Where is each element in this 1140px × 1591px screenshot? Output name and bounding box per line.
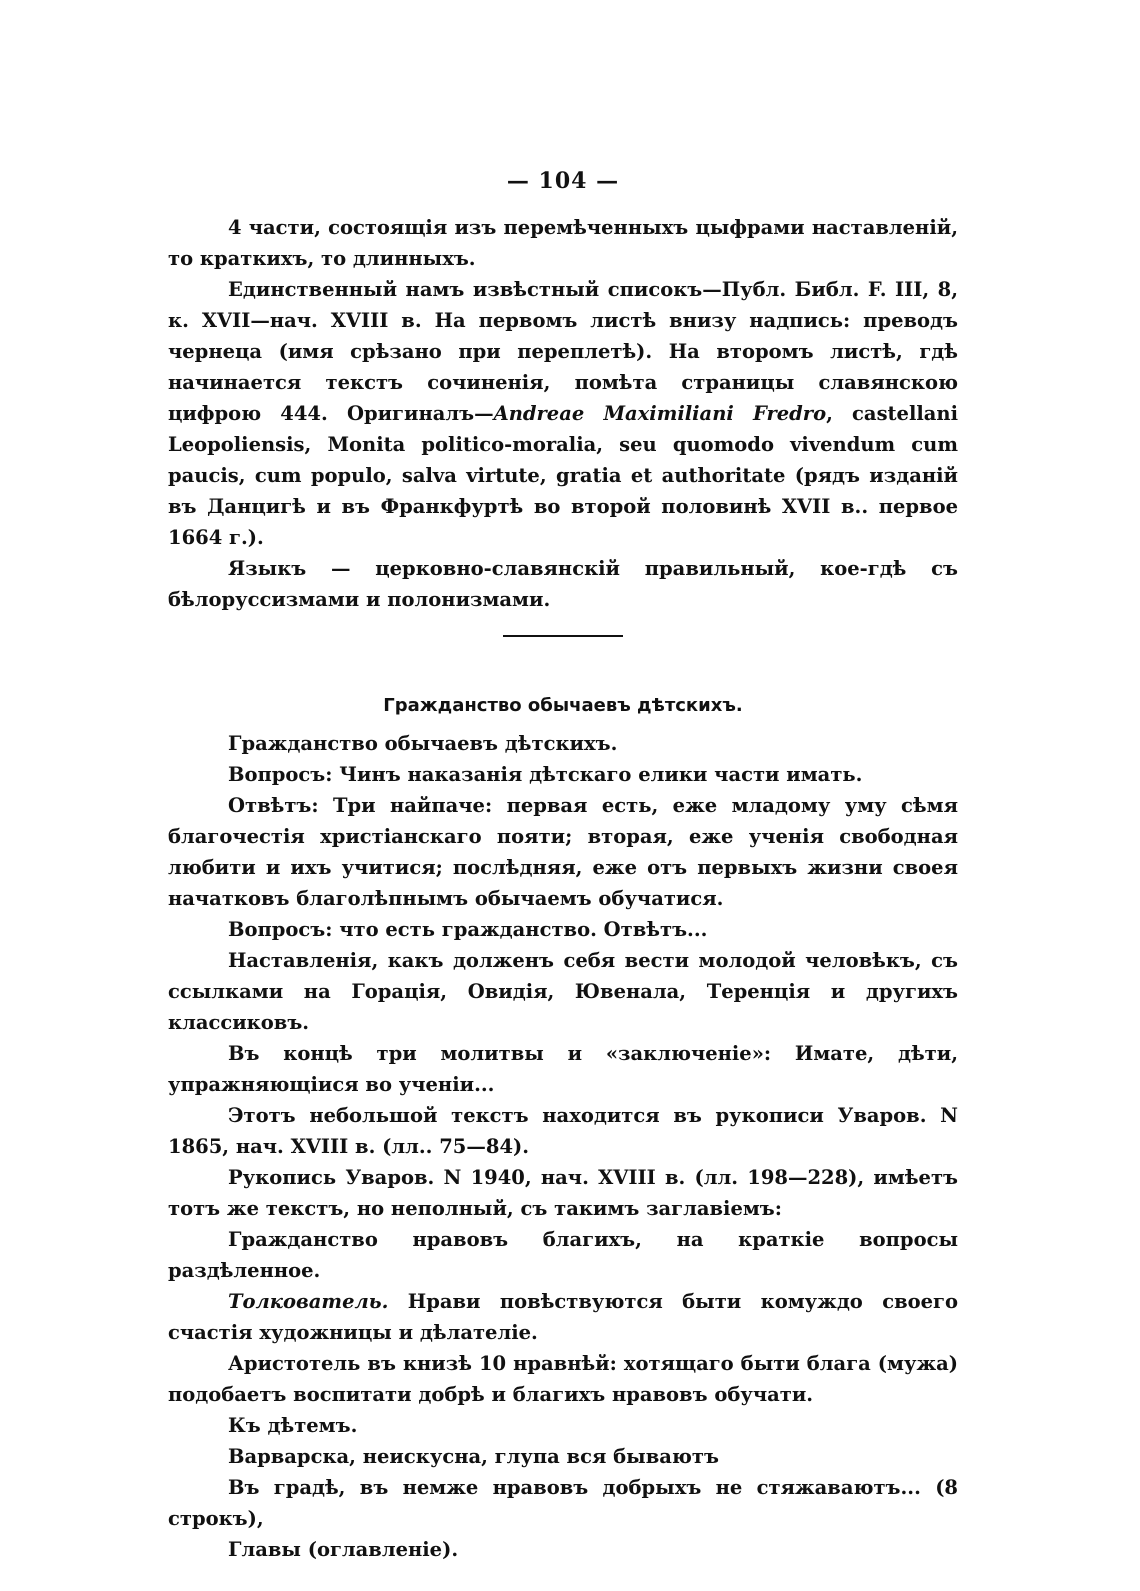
section-title: Гражданство обычаевъ дѣтскихъ. bbox=[383, 695, 743, 716]
line-to-children: Къ дѣтемъ. bbox=[228, 1414, 358, 1437]
interpreter-text: Нрави повѣствуются быти комуждо своего счастія художницы и дѣлателіе. bbox=[168, 1290, 958, 1344]
page-number: — 104 — bbox=[506, 168, 620, 194]
line-title: Гражданство обычаевъ дѣтскихъ. bbox=[228, 732, 618, 755]
line-instructions: Наставленія, какъ долженъ себя вести молодой человѣкъ, съ ссылками на Горація, Овидія, Ювенала, Теренція и другихъ классиковъ. bbox=[168, 949, 958, 1034]
line-contents: Главы (оглавленіе). bbox=[228, 1538, 459, 1561]
manuscript-text-b: , castellani Leopoliensis, Monita politico-moralia, seu quomodo vivendum cum paucis, cum populo, salva virtute, gratia et authoritate (рядъ изданій въ Данцигѣ и въ Франкфуртѣ во второй половинѣ XVII в.. первое 1664 г.). bbox=[168, 402, 958, 549]
line-question-1: Вопросъ: Чинъ наказанія дѣтскаго елики части имать. bbox=[228, 763, 863, 786]
line-manuscript-1940: Рукопись Уваров. N 1940, нач. XVIII в. (лл. 198—228), имѣетъ тотъ же текстъ, но неполный, съ такимъ заглавіемъ: bbox=[168, 1166, 958, 1220]
line-interpreter bbox=[168, 1286, 958, 1348]
interpreter-label-italic: Толкователь. bbox=[228, 1290, 389, 1313]
document-page bbox=[168, 168, 958, 1565]
paragraph-parts-description: 4 части, состоящія изъ перемѣченныхъ цыфрами наставленій, то краткихъ, то длинныхъ. bbox=[168, 216, 958, 270]
line-in-city: Въ градѣ, въ немже нравовъ добрыхъ не стяжаваютъ... (8 строкъ), bbox=[168, 1476, 958, 1530]
line-aristotle: Аристотель въ книзѣ 10 нравнѣй: хотящаго быти блага (мужа) подобаетъ воспитати добрѣ и благихъ нравовъ обучати. bbox=[168, 1352, 958, 1406]
paragraph-manuscript-list bbox=[168, 274, 958, 553]
paragraph-language: Языкъ — церковно-славянскій правильный, кое-гдѣ съ бѣлорусcизмами и полонизмами. bbox=[168, 557, 958, 611]
line-barbaric: Варварска, неискусна, глупа вся бываютъ bbox=[228, 1445, 719, 1468]
section-divider bbox=[503, 635, 623, 637]
line-prayers: Въ концѣ три молитвы и «заключеніе»: Имате, дѣти, упражняющіися во ученіи... bbox=[168, 1042, 958, 1096]
author-name-italic: Andreae Maximiliani Fredro bbox=[493, 402, 827, 425]
line-manuscript-1865: Этотъ небольшой текстъ находится въ рукописи Уваров. N 1865, нач. XVIII в. (лл.. 75—84). bbox=[168, 1104, 958, 1158]
line-answer-1: Отвѣтъ: Три найпаче: первая есть, еже младому уму сѣмя благочестія христіанскаго пояти; вторая, еже ученія свободная любити и ихъ учитися; послѣдняя, еже отъ первыхъ жизни своея начатковъ благолѣпнымъ обычаемъ обучатися. bbox=[168, 794, 958, 910]
line-alt-title: Гражданство нравовъ благихъ, на краткіе вопросы раздѣленное. bbox=[168, 1228, 958, 1282]
line-question-2: Вопросъ: что есть гражданство. Отвѣтъ... bbox=[228, 918, 708, 941]
manuscript-text-a: Единственный намъ извѣстный списокъ—Публ. Библ. F. III, 8, к. XVII—нач. XVIII в. На первомъ листѣ внизу надпись: преводъ чернеца (имя срѣзано при переплетѣ). На второмъ листѣ, гдѣ начинается текстъ сочиненія, помѣта страницы славянскою цифрою 444. Оригиналъ— bbox=[168, 278, 958, 425]
